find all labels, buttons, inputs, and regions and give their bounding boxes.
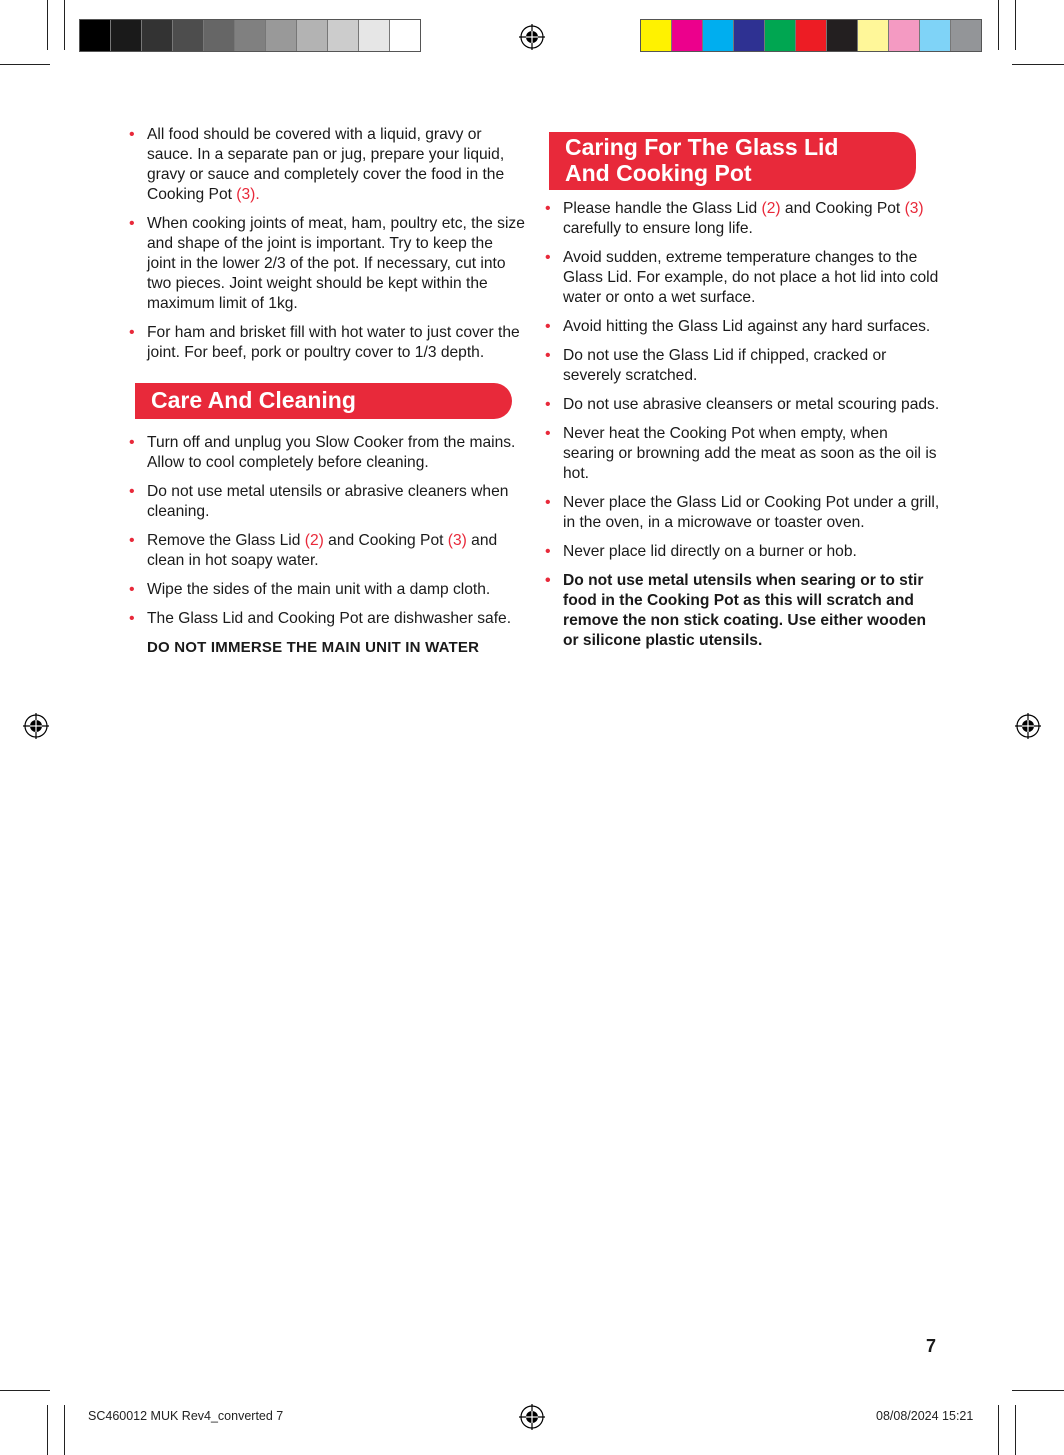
list-item <box>129 580 525 600</box>
crop-mark <box>0 64 50 65</box>
right-column <box>545 132 940 660</box>
item-text: and Cooking Pot <box>780 200 905 217</box>
item-text: All food should be covered with a liquid, gravy or sauce. In a separate pan or jug, prepare your liquid, gravy or sauce and completely cover the food in the Cooking Pot <box>147 126 505 203</box>
list-item <box>545 542 940 562</box>
crop-mark <box>998 0 999 50</box>
registration-mark-icon <box>519 24 545 50</box>
color-swatch <box>204 20 235 51</box>
left-column <box>129 125 525 658</box>
list-item <box>545 346 940 386</box>
item-text: Never place lid directly on a burner or hob. <box>563 543 857 560</box>
crop-mark <box>47 1405 48 1455</box>
item-text: Remove the Glass Lid <box>147 532 305 549</box>
crop-mark <box>998 1405 999 1455</box>
item-text: Please handle the Glass Lid <box>563 200 762 217</box>
heading-line: And Cooking Pot <box>565 160 752 186</box>
crop-mark <box>64 1405 65 1455</box>
list-item <box>129 214 525 314</box>
list-item <box>129 433 525 473</box>
color-swatch <box>328 20 359 51</box>
list-item <box>545 424 940 484</box>
color-swatch <box>173 20 204 51</box>
item-text: Avoid sudden, extreme temperature changes to the Glass Lid. For example, do not place a hot lid into cold water or onto a wet surface. <box>563 249 939 306</box>
color-swatch <box>111 20 142 51</box>
color-swatch <box>80 20 111 51</box>
list-item <box>545 199 940 239</box>
crop-mark <box>1012 1390 1064 1391</box>
color-swatch <box>858 20 889 51</box>
item-text: and Cooking Pot <box>323 532 448 549</box>
crop-mark <box>1015 1405 1016 1455</box>
list-item <box>129 125 525 205</box>
intro-list <box>129 125 525 363</box>
process-color-bar <box>640 19 982 52</box>
item-text: Do not use the Glass Lid if chipped, cracked or severely scratched. <box>563 347 887 384</box>
list-item <box>545 317 940 337</box>
footer-file-info: SC460012 MUK Rev4_converted 7 <box>88 1409 284 1423</box>
item-text: carefully to ensure long life. <box>563 220 753 237</box>
grayscale-color-bar <box>79 19 421 52</box>
color-swatch <box>297 20 328 51</box>
crop-mark <box>1012 64 1064 65</box>
registration-mark-icon <box>519 1404 545 1430</box>
caring-heading <box>549 132 916 190</box>
part-reference: (3) <box>447 532 467 549</box>
color-swatch <box>266 20 297 51</box>
footer-timestamp: 08/08/2024 15:21 <box>876 1409 974 1423</box>
caring-list <box>545 199 940 651</box>
color-swatch <box>827 20 858 51</box>
item-text: Do not use metal utensils when searing or to stir food in the Cooking Pot as this will scratch and remove the non stick coating. Use either wooden or silicone plastic utensils. <box>563 572 927 649</box>
crop-mark <box>47 0 48 50</box>
color-swatch <box>142 20 173 51</box>
list-item-bold <box>545 571 940 651</box>
care-and-cleaning-heading <box>135 383 512 419</box>
item-text: and clean in hot soapy water. <box>147 532 498 569</box>
part-reference: (3) <box>236 186 256 203</box>
item-text: Do not use abrasive cleansers or metal scouring pads. <box>563 396 940 413</box>
immersion-warning: DO NOT IMMERSE THE MAIN UNIT IN WATER <box>147 639 480 656</box>
color-swatch <box>641 20 672 51</box>
crop-mark <box>0 1390 50 1391</box>
color-swatch <box>889 20 920 51</box>
crop-mark <box>1015 0 1016 50</box>
registration-mark-icon <box>23 713 49 739</box>
heading-line: Caring For The Glass Lid <box>565 134 839 160</box>
item-text: Never heat the Cooking Pot when empty, when searing or browning add the meat as soon as the oil is hot. <box>563 425 937 482</box>
color-swatch <box>951 20 981 51</box>
list-item <box>129 531 525 571</box>
item-text: Turn off and unplug you Slow Cooker from the mains. Allow to cool completely before cleaning. <box>147 434 516 471</box>
list-item <box>129 323 525 363</box>
item-text: For ham and brisket fill with hot water to just cover the joint. For beef, pork or poultry cover to 1/3 depth. <box>147 324 520 361</box>
item-text: Avoid hitting the Glass Lid against any hard surfaces. <box>563 318 931 335</box>
list-item <box>545 248 940 308</box>
page-number: 7 <box>926 1336 937 1356</box>
care-list <box>129 433 525 629</box>
crop-mark <box>64 0 65 50</box>
item-text: When cooking joints of meat, ham, poultry etc, the size and shape of the joint is important. Try to keep the joint in the lower 2/3 of the pot. If necessary, cut into two pieces. Joint weight should be kept within the maximum limit of 1kg. <box>147 215 525 312</box>
part-reference: (2) <box>761 200 781 217</box>
item-text: The Glass Lid and Cooking Pot are dishwasher safe. <box>147 610 512 627</box>
registration-mark-icon <box>1015 713 1041 739</box>
item-text: Do not use metal utensils or abrasive cleaners when cleaning. <box>147 483 509 520</box>
color-swatch <box>920 20 951 51</box>
part-reference: (2) <box>304 532 324 549</box>
list-item <box>129 482 525 522</box>
item-text: Wipe the sides of the main unit with a damp cloth. <box>147 581 491 598</box>
item-text: Never place the Glass Lid or Cooking Pot under a grill, in the oven, in a microwave or toaster oven. <box>563 494 940 531</box>
color-swatch <box>703 20 734 51</box>
list-item <box>545 493 940 533</box>
color-swatch <box>235 20 266 51</box>
list-item <box>129 609 525 629</box>
color-swatch <box>359 20 390 51</box>
color-swatch <box>390 20 420 51</box>
item-tail: . <box>255 186 260 203</box>
color-swatch <box>734 20 765 51</box>
part-reference: (3) <box>904 200 924 217</box>
heading-text: Care And Cleaning <box>151 387 356 413</box>
color-swatch <box>672 20 703 51</box>
color-swatch <box>765 20 796 51</box>
list-item <box>545 395 940 415</box>
color-swatch <box>796 20 827 51</box>
